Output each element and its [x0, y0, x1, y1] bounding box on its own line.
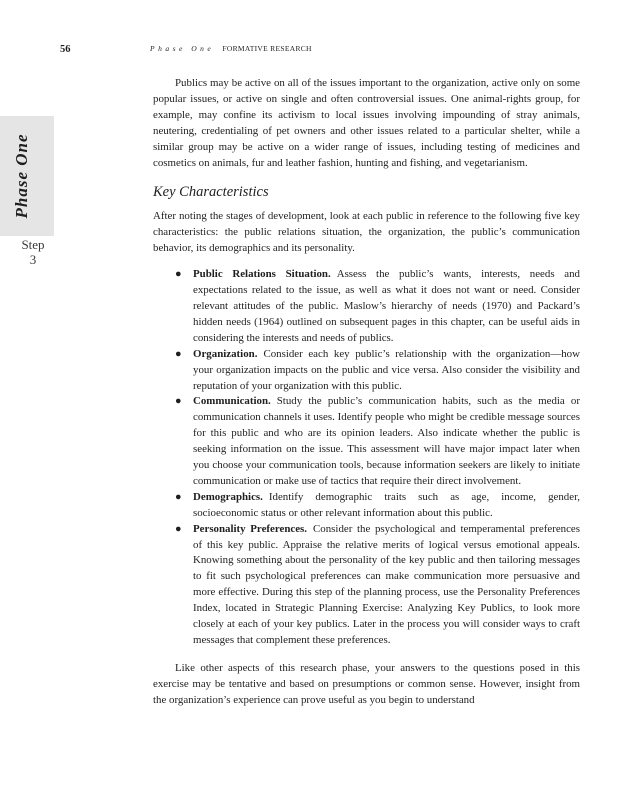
list-item-text: Assess the public’s wants, interests, needs and expectations related to the issue, as well as what it does not want or need. Consider relevant attitudes of the public. Maslow’s hierarchy of needs (1970) and Packard’s hidden needs (1964) outlined on subsequent pages in this chapter, can be useful aids in considering the interests and needs of publics. — [193, 268, 580, 344]
bullet-icon: ● — [175, 268, 182, 281]
lead-paragraph: After noting the stages of development, look at each public in reference to the following five key characteristics: the public relations situation, the organization, the public’s communication behavior, its demographics and its personality. — [153, 210, 580, 255]
running-head — [150, 44, 312, 53]
side-step-label: Step — [21, 237, 45, 252]
list-item — [175, 394, 580, 489]
intro-paragraph: Publics may be active on all of the issues important to the organization, active only on some popular issues, or active on single and often controversial issues. One animal-rights group, for example, may confine its activism to local issues involving impounding of stray animals, neutering, credentialing of pet owners and other issues related to a particular shelter, while a similar group may be active on a wider range of issues, including testing of medicines and cosmetics on animals, fur and leather fashion, hunting and fishing, and vegetarianism. — [153, 77, 580, 169]
running-head-phase: Phase One — [150, 44, 215, 53]
characteristics-list — [153, 267, 580, 649]
bullet-icon: ● — [175, 522, 182, 535]
list-item — [175, 347, 580, 395]
list-item-term: Personality Preferences. — [193, 522, 308, 535]
list-item-term: Communication. — [193, 395, 271, 408]
list-item-text: Study the public’s communication habits, such as the media or communication channels it uses. Identify people who might be credible message sources for this public and who are its opinion leaders. Also indicate whether the public is seeking information on the issue. This assessment will have major impact later when you choose your communication tools, because information seekers are likely to initiate communication or make use of tactics that require their direct involvement. — [193, 395, 580, 487]
list-item-text: Identify demographic traits such as age, income, gender, socioeconomic status or other relevant information about this public. — [193, 490, 580, 519]
list-item — [175, 267, 580, 347]
list-item-text: Consider each key public’s relationship with the organization—how your organization impacts on the public and vice versa. Also consider the visibility and reputation of your organization with this public. — [193, 347, 580, 392]
page-number: 56 — [60, 44, 71, 55]
list-item — [175, 522, 581, 649]
list-item — [175, 490, 580, 522]
page-content — [153, 76, 580, 709]
running-head-section: FORMATIVE RESEARCH — [222, 44, 312, 53]
closing-paragraph: Like other aspects of this research phase, your answers to the questions posed in this exercise may be tentative and based on presumptions or common sense. However, insight from the organization’s experience can prove useful as you begin to understand — [153, 661, 580, 706]
list-item-term: Public Relations Situation. — [193, 268, 331, 281]
list-item-term: Demographics. — [193, 490, 263, 503]
list-item-text: Consider the psychological and temperamental preferences of this key public. Appraise the relative merits of logical versus emotional appeals. Knowing something about the personality of the key public and then tailoring messages to fit such psychological preferences can make communication more persuasive and more effective. During this step of the planning process, use the Personality Preferences Index, located in Strategic Planning Exercise: Analyzing Key Publics, to look more closely at each of your key publics. Later in the process you will consider ways to craft messages that complement these preferences. — [193, 522, 581, 646]
paragraph-gap — [153, 649, 580, 661]
section-heading: Key Characteristics — [153, 184, 269, 201]
side-step — [14, 237, 52, 267]
side-step-number: 3 — [29, 252, 37, 267]
side-tab-title: Phase One — [12, 133, 31, 219]
bullet-icon: ● — [175, 347, 182, 360]
bullet-icon: ● — [175, 490, 182, 503]
list-item-term: Organization. — [193, 347, 258, 360]
bullet-icon: ● — [175, 395, 182, 408]
